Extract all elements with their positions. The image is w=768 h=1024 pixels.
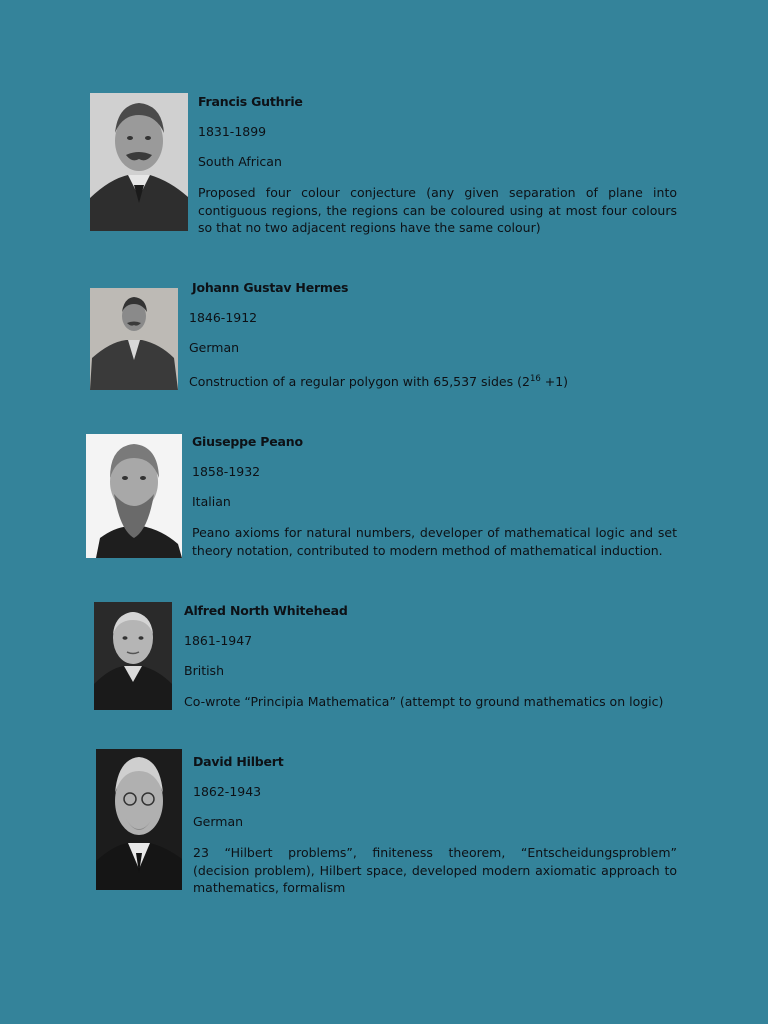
person-name: David Hilbert [193,754,284,769]
entry-francis-guthrie [198,94,677,237]
portrait-david-hilbert [96,749,182,890]
person-name: Johann Gustav Hermes [192,280,349,295]
person-nationality: British [184,663,224,678]
portrait-alfred-north-whitehead [94,602,172,710]
person-nationality: German [193,814,244,829]
person-years: 1861-1947 [184,633,253,648]
person-name: Giuseppe Peano [192,434,303,449]
person-years: 1858-1932 [192,464,261,479]
person-nationality: South African [198,154,282,169]
portrait-francis-guthrie [90,93,188,231]
person-years: 1831-1899 [198,124,267,139]
person-description: 23 “Hilbert problems”, finiteness theorem, “Entscheidungsproblem” (decision problem), Hilbert space, developed modern axiomatic approach to mathematics, formalism [193,845,677,895]
person-nationality: Italian [192,494,231,509]
person-years: 1846-1912 [189,310,258,325]
portrait-johann-gustav-hermes [90,288,178,390]
person-nationality: German [189,340,240,355]
person-description: Peano axioms for natural numbers, developer of mathematical logic and set theory notation, contributed to modern method of mathematical induction. [192,525,677,558]
person-description: Construction of a regular polygon with 65,537 sides $(2^{16} +1)$ [189,374,569,389]
entry-david-hilbert [193,754,677,897]
person-description: Proposed four colour conjecture (any given separation of plane into contiguous regions, the regions can be coloured using at most four colours so that no two adjacent regions have the same colour) [198,185,677,235]
person-name: Francis Guthrie [198,94,303,109]
entry-johann-gustav-hermes [189,280,677,391]
person-years: 1862-1943 [193,784,262,799]
person-description: Co-wrote “Principia Mathematica” (attempt to ground mathematics on logic) [184,694,664,709]
entry-giuseppe-peano [192,434,677,559]
portrait-giuseppe-peano [86,434,182,558]
entry-alfred-north-whitehead [184,603,677,711]
person-name: Alfred North Whitehead [184,603,348,618]
